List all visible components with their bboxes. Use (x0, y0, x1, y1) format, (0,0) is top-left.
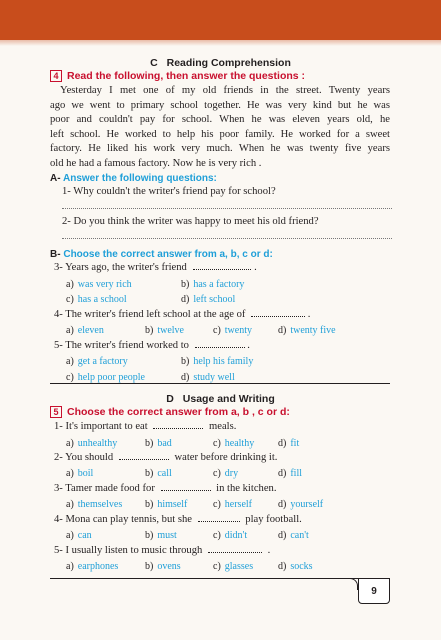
usage-question-1 (54, 421, 236, 432)
option-value: fit (290, 438, 300, 449)
question-5-stem: 5- The writer's friend worked to (54, 340, 189, 351)
option-value: themselves (77, 499, 123, 510)
answer-blank[interactable] (153, 421, 203, 429)
section-c-letter: C (150, 57, 158, 69)
answer-blank[interactable] (119, 452, 169, 460)
option-value: boil (77, 468, 94, 479)
passage-line: Yesterday I met one of my old friends in the street. Twenty years (60, 85, 390, 96)
question-5-instruction: Choose the correct answer from a, b , c or d: (67, 406, 290, 418)
passage-line: old he had a famous factory. Now he is very rich . (50, 157, 262, 169)
option-5b[interactable] (181, 356, 253, 367)
option-value: was very rich (77, 279, 132, 290)
option-value: didn't (224, 530, 248, 541)
section-c-title: Reading Comprehension (166, 57, 291, 69)
option-d5d[interactable] (278, 561, 313, 572)
option-3c[interactable] (66, 294, 127, 305)
option-letter: a) (66, 325, 74, 336)
footer-rule (50, 578, 358, 579)
option-letter: b) (145, 561, 154, 572)
usage-q5-pre: 5- I usually listen to music through (54, 545, 203, 556)
option-d5b[interactable] (145, 561, 181, 572)
option-value: can (77, 530, 92, 541)
part-a-question-1: 1- Why couldn't the writer's friend pay for school? (62, 186, 276, 197)
option-letter: c) (213, 499, 221, 510)
option-d4d[interactable] (278, 530, 309, 541)
part-b-question-5 (54, 340, 250, 351)
option-letter: c) (213, 468, 221, 479)
option-value: has a factory (193, 279, 245, 290)
option-d2d[interactable] (278, 468, 302, 479)
option-value: yourself (290, 499, 324, 510)
option-letter: a) (66, 438, 74, 449)
option-d4a[interactable] (66, 530, 92, 541)
usage-q2-post: water before drinking it. (174, 452, 278, 463)
usage-question-2 (54, 452, 277, 463)
reading-passage (50, 84, 390, 172)
option-d1a[interactable] (66, 438, 117, 449)
page-number: 9 (358, 578, 390, 604)
usage-question-5 (54, 545, 270, 556)
option-value: socks (290, 561, 313, 572)
question-3-stem: 3- Years ago, the writer's friend (54, 262, 187, 273)
option-4d[interactable] (278, 325, 336, 336)
answer-blank[interactable] (161, 483, 211, 491)
option-letter: b) (145, 468, 154, 479)
option-letter: d) (278, 530, 287, 541)
section-d-letter: D (166, 393, 174, 405)
option-value: left school (193, 294, 236, 305)
option-letter: b) (145, 499, 154, 510)
option-d3c[interactable] (213, 499, 252, 510)
option-letter: c) (66, 372, 74, 383)
option-letter: a) (66, 530, 74, 541)
option-letter: a) (66, 499, 74, 510)
option-value: eleven (77, 325, 104, 336)
option-letter: c) (213, 325, 221, 336)
answer-blank[interactable] (195, 340, 245, 348)
option-d3d[interactable] (278, 499, 323, 510)
option-value: help his family (193, 356, 254, 367)
question-4-stem: 4- The writer's friend left school at the age of (54, 309, 246, 320)
option-3b[interactable] (181, 279, 244, 290)
option-letter: a) (66, 279, 74, 290)
question-3-end: . (254, 262, 257, 273)
option-value: herself (224, 499, 252, 510)
part-b-instruction: Choose the correct answer from a, b, c or d: (63, 249, 273, 260)
option-value: fill (290, 468, 303, 479)
section-divider (50, 383, 390, 384)
option-letter: a) (66, 468, 74, 479)
option-d2c[interactable] (213, 468, 238, 479)
option-value: has a school (77, 294, 127, 305)
usage-q5-post: . (267, 545, 271, 556)
question-4-number: 4 (50, 70, 62, 82)
usage-q1-pre: 1- It's important to eat (54, 421, 148, 432)
option-value: ovens (157, 561, 181, 572)
section-d-header (0, 393, 441, 405)
option-d3a[interactable] (66, 499, 122, 510)
option-letter: d) (278, 561, 287, 572)
option-letter: a) (66, 356, 74, 367)
option-d2a[interactable] (66, 468, 93, 479)
option-letter: a) (66, 561, 74, 572)
option-d4c[interactable] (213, 530, 247, 541)
question-5-title (50, 406, 290, 418)
option-value: dry (224, 468, 239, 479)
option-letter: d) (278, 468, 287, 479)
option-d1d[interactable] (278, 438, 299, 449)
option-value: unhealthy (77, 438, 118, 449)
question-4-end: . (307, 309, 311, 320)
part-b-title (50, 249, 273, 260)
option-value: twenty (224, 325, 252, 336)
option-value: earphones (77, 561, 119, 572)
option-d3b[interactable] (145, 499, 187, 510)
answer-line-1[interactable] (62, 208, 392, 209)
part-b-question-3 (54, 262, 257, 273)
part-a-title (50, 173, 217, 184)
option-3a[interactable] (66, 279, 132, 290)
question-5-end: . (247, 340, 250, 351)
usage-q4-post: play football. (245, 514, 302, 525)
question-4-instruction: Read the following, then answer the questions : (67, 70, 306, 82)
option-letter: d) (278, 325, 287, 336)
option-letter: d) (181, 294, 190, 305)
option-value: healthy (224, 438, 255, 449)
option-5c[interactable] (66, 372, 145, 383)
option-letter: c) (213, 561, 221, 572)
question-4-title (50, 70, 305, 82)
answer-blank[interactable] (208, 545, 262, 553)
option-letter: d) (181, 372, 190, 383)
option-value: glasses (224, 561, 254, 572)
option-d5c[interactable] (213, 561, 253, 572)
option-d5a[interactable] (66, 561, 118, 572)
passage-line: factory. He liked his work very much. When he was twenty five years (50, 143, 390, 155)
section-c-header (0, 57, 441, 69)
section-d-title: Usage and Writing (182, 393, 275, 405)
option-value: himself (157, 499, 188, 510)
option-value: study well (193, 372, 235, 383)
part-a-question-2: 2- Do you think the writer was happy to meet his old friend? (62, 216, 319, 227)
option-letter: b) (145, 325, 154, 336)
option-value: twenty five (290, 325, 336, 336)
answer-blank[interactable] (251, 309, 305, 317)
option-value: call (157, 468, 172, 479)
answer-line-2[interactable] (62, 238, 392, 239)
option-value: bad (157, 438, 172, 449)
option-letter: b) (145, 530, 154, 541)
footer-rule-curve (346, 578, 358, 590)
option-value: get a factory (77, 356, 128, 367)
option-letter: c) (213, 438, 221, 449)
option-d1b[interactable] (145, 438, 172, 449)
option-letter: b) (181, 356, 190, 367)
option-value: must (157, 530, 177, 541)
question-5-number: 5 (50, 406, 62, 418)
passage-line: poor and couldn't pay for school. When he was eleven years old, he (50, 114, 390, 126)
part-a-label: A- (50, 173, 61, 184)
option-letter: d) (278, 438, 287, 449)
option-letter: d) (278, 499, 287, 510)
passage-line: ago we went to primary school together. He was very kind but he was (50, 99, 390, 111)
usage-q1-post: meals. (209, 421, 237, 432)
option-letter: c) (213, 530, 221, 541)
option-letter: c) (66, 294, 74, 305)
part-a-instruction: Answer the following questions: (62, 173, 217, 184)
usage-q3-pre: 3- Tamer made food for (54, 483, 155, 494)
option-d4b[interactable] (145, 530, 177, 541)
usage-question-4 (54, 514, 302, 525)
option-d2b[interactable] (145, 468, 172, 479)
option-4a[interactable] (66, 325, 104, 336)
option-value: help poor people (77, 372, 145, 383)
part-b-question-4 (54, 309, 310, 320)
option-letter: b) (145, 438, 154, 449)
option-5a[interactable] (66, 356, 128, 367)
option-letter: b) (181, 279, 190, 290)
option-value: can't (290, 530, 309, 541)
part-b-label: B- (50, 249, 61, 260)
passage-line: left school. He worked to help his poor family. He worked for a sweet (50, 128, 390, 140)
answer-blank[interactable] (193, 262, 251, 270)
option-5d[interactable] (181, 372, 235, 383)
usage-q3-post: in the kitchen. (216, 483, 277, 494)
usage-q2-pre: 2- You should (54, 452, 114, 463)
usage-question-3 (54, 483, 276, 494)
option-value: twelve (157, 325, 184, 336)
option-3d[interactable] (181, 294, 235, 305)
answer-blank[interactable] (198, 514, 240, 522)
option-4c[interactable] (213, 325, 252, 336)
option-4b[interactable] (145, 325, 184, 336)
usage-q4-pre: 4- Mona can play tennis, but she (54, 514, 192, 525)
option-d1c[interactable] (213, 438, 254, 449)
